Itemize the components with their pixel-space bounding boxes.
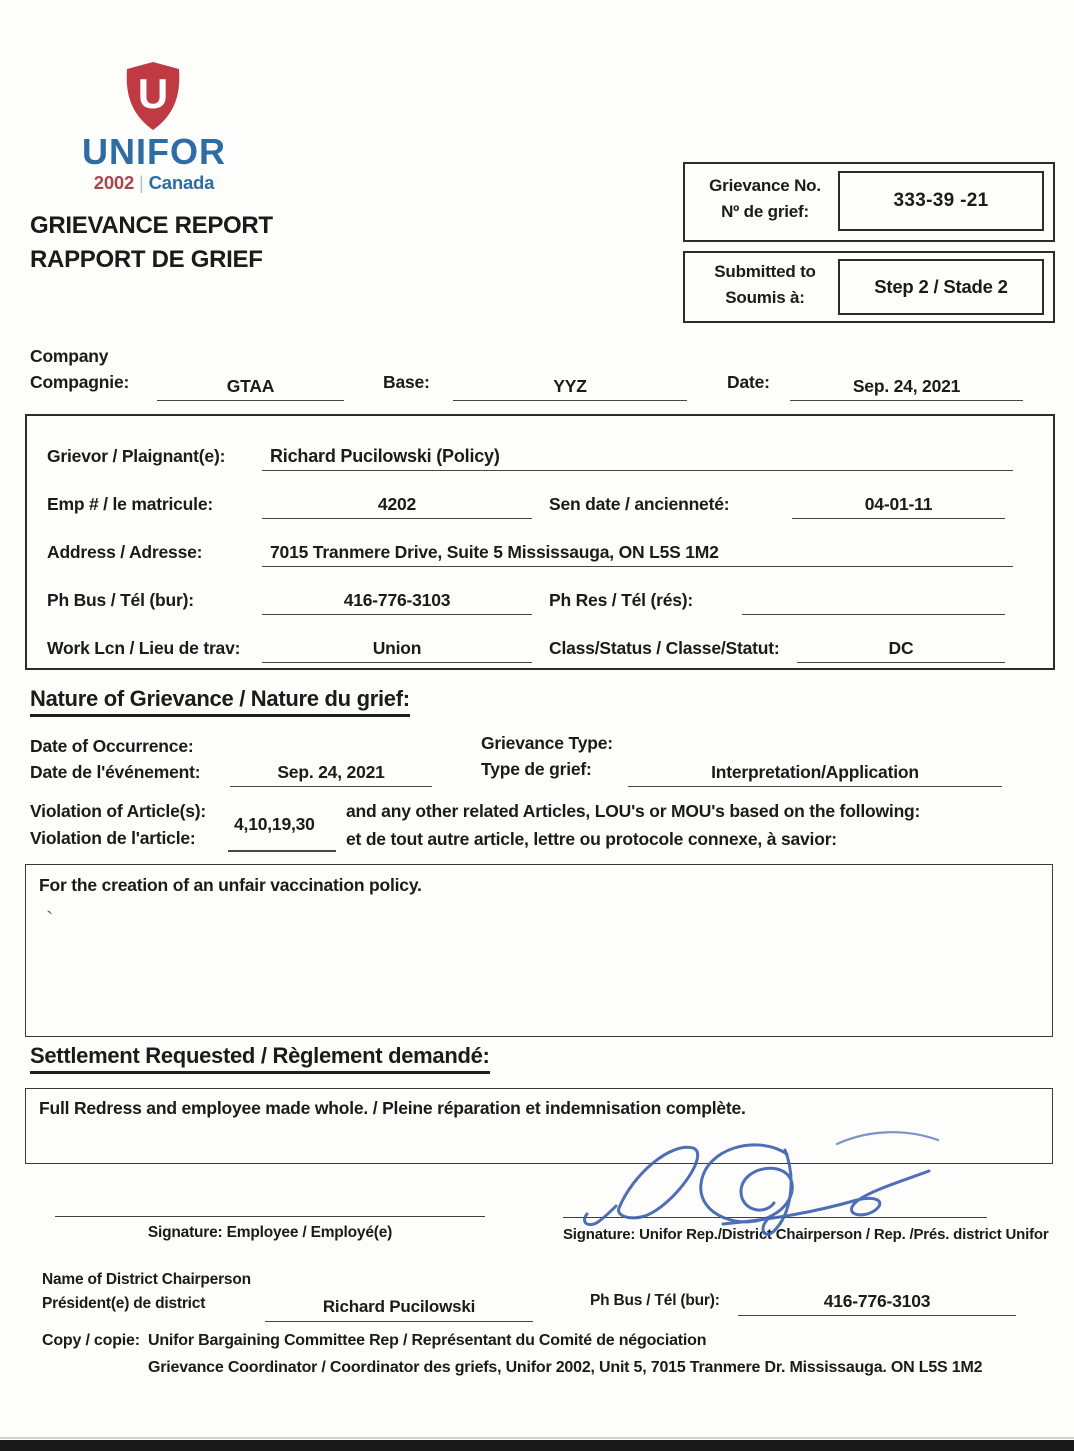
occurrence-label-en: Date of Occurrence:	[30, 736, 194, 756]
rep-signature-label: Signature: Unifor Rep./District Chairperson / Rep. /Prés. district Unifor	[563, 1226, 1049, 1243]
grievance-no-label-en: Grievance No.	[709, 176, 821, 195]
violation-label-fr: Violation de l'article:	[30, 828, 196, 848]
settlement-text: Full Redress and employee made whole. / Pleine réparation et indemnisation complète.	[39, 1098, 746, 1118]
grievance-type-field: Interpretation/Application	[628, 758, 1002, 787]
submitted-to-label-fr: Soumis à:	[725, 288, 805, 307]
phbus-label: Ph Bus / Tél (bur):	[47, 590, 194, 610]
rep-signature-scribble	[575, 1122, 945, 1242]
logo-separator: |	[139, 172, 144, 193]
base-label: Base:	[383, 372, 430, 392]
company-field: GTAA	[157, 372, 344, 401]
chair-name-label-fr: Président(e) de district	[42, 1295, 206, 1312]
violation-label-en: Violation of Article(s):	[30, 801, 207, 821]
date-field: Sep. 24, 2021	[790, 372, 1023, 401]
date-label: Date:	[727, 372, 770, 392]
related-articles-text-en: and any other related Articles, LOU's or MOU's based on the following:	[346, 801, 921, 821]
base-field: YYZ	[453, 372, 687, 401]
unifor-wordmark: UNIFOR	[82, 131, 226, 172]
related-articles-text-fr: et de tout autre article, lettre ou protocole connexe, à savior:	[346, 829, 837, 849]
emp-label: Emp # / le matricule:	[47, 494, 213, 514]
phres-label: Ph Res / Tél (rés):	[549, 590, 694, 610]
occurrence-field: Sep. 24, 2021	[230, 758, 432, 787]
scan-edge-hairline	[0, 1437, 1074, 1439]
copy-label: Copy / copie:	[42, 1332, 140, 1349]
worklcn-label: Work Lcn / Lieu de trav:	[47, 638, 241, 658]
unifor-shield-icon	[124, 61, 182, 131]
chair-name-label-en: Name of District Chairperson	[42, 1271, 251, 1288]
sen-label: Sen date / ancienneté:	[549, 494, 730, 514]
grievor-label: Grievor / Plaignant(e):	[47, 446, 226, 466]
logo-country: Canada	[148, 172, 215, 193]
chair-name-field: Richard Pucilowski	[265, 1293, 533, 1322]
grievor-info-box	[25, 414, 1055, 670]
copy-line1: Unifor Bargaining Committee Rep / Représentant du Comité de négociation	[148, 1332, 707, 1349]
nature-description-text: For the creation of an unfair vaccination policy.	[39, 875, 422, 895]
employee-signature-line	[55, 1216, 485, 1217]
worklcn-field: Union	[262, 634, 532, 663]
page-title-fr: RAPPORT DE GRIEF	[30, 246, 263, 273]
address-field: 7015 Tranmere Drive, Suite 5 Mississauga, ON L5S 1M2	[262, 538, 1013, 567]
nature-description-box	[25, 864, 1053, 1037]
logo-year: 2002	[93, 172, 135, 193]
company-label-fr: Compagnie:	[30, 372, 130, 392]
submitted-to-box	[683, 251, 1055, 323]
nature-heading: Nature of Grievance / Nature du grief:	[30, 686, 410, 717]
grievance-no-label-fr: Nº de grief:	[721, 202, 809, 221]
copy-line2: Grievance Coordinator / Coordinator des griefs, Unifor 2002, Unit 5, 7015 Tranmere Dr. Mississauga. ON L5S 1M2	[148, 1359, 983, 1376]
submitted-to-value: Step 2 / Stade 2	[874, 276, 1008, 297]
stray-pen-mark: `	[46, 907, 54, 932]
footer-phbus-field: 416-776-3103	[738, 1287, 1016, 1316]
sen-field: 04-01-11	[792, 490, 1005, 519]
class-label: Class/Status / Classe/Statut:	[549, 638, 780, 658]
grievance-no-value-box	[838, 171, 1044, 231]
phres-field	[742, 586, 1005, 615]
employee-signature-label: Signature: Employee / Employé(e)	[147, 1224, 393, 1241]
address-label: Address / Adresse:	[47, 542, 203, 562]
logo-subline	[66, 172, 242, 194]
grievance-no-box	[683, 162, 1055, 242]
grievance-type-label-en: Grievance Type:	[481, 733, 613, 753]
grievor-field: Richard Pucilowski (Policy)	[262, 442, 1013, 471]
violation-underline	[228, 850, 336, 852]
submitted-to-label-en: Submitted to	[714, 262, 816, 281]
phbus-field: 416-776-3103	[262, 586, 532, 615]
grievance-type-label-fr: Type de grief:	[481, 759, 592, 779]
emp-field: 4202	[262, 490, 532, 519]
settlement-heading: Settlement Requested / Règlement demandé:	[30, 1043, 490, 1074]
class-field: DC	[797, 634, 1005, 663]
occurrence-label-fr: Date de l'événement:	[30, 762, 201, 782]
footer-phbus-label: Ph Bus / Tél (bur):	[590, 1292, 720, 1309]
violation-field: 4,10,19,30	[234, 814, 315, 834]
submitted-to-value-box	[838, 259, 1044, 315]
grievance-no-value: 333-39 -21	[893, 190, 989, 211]
page-title-en: GRIEVANCE REPORT	[30, 212, 273, 239]
scan-edge-bar	[0, 1440, 1074, 1451]
company-label-en: Company	[30, 346, 109, 366]
shield-letter: U	[137, 70, 169, 117]
